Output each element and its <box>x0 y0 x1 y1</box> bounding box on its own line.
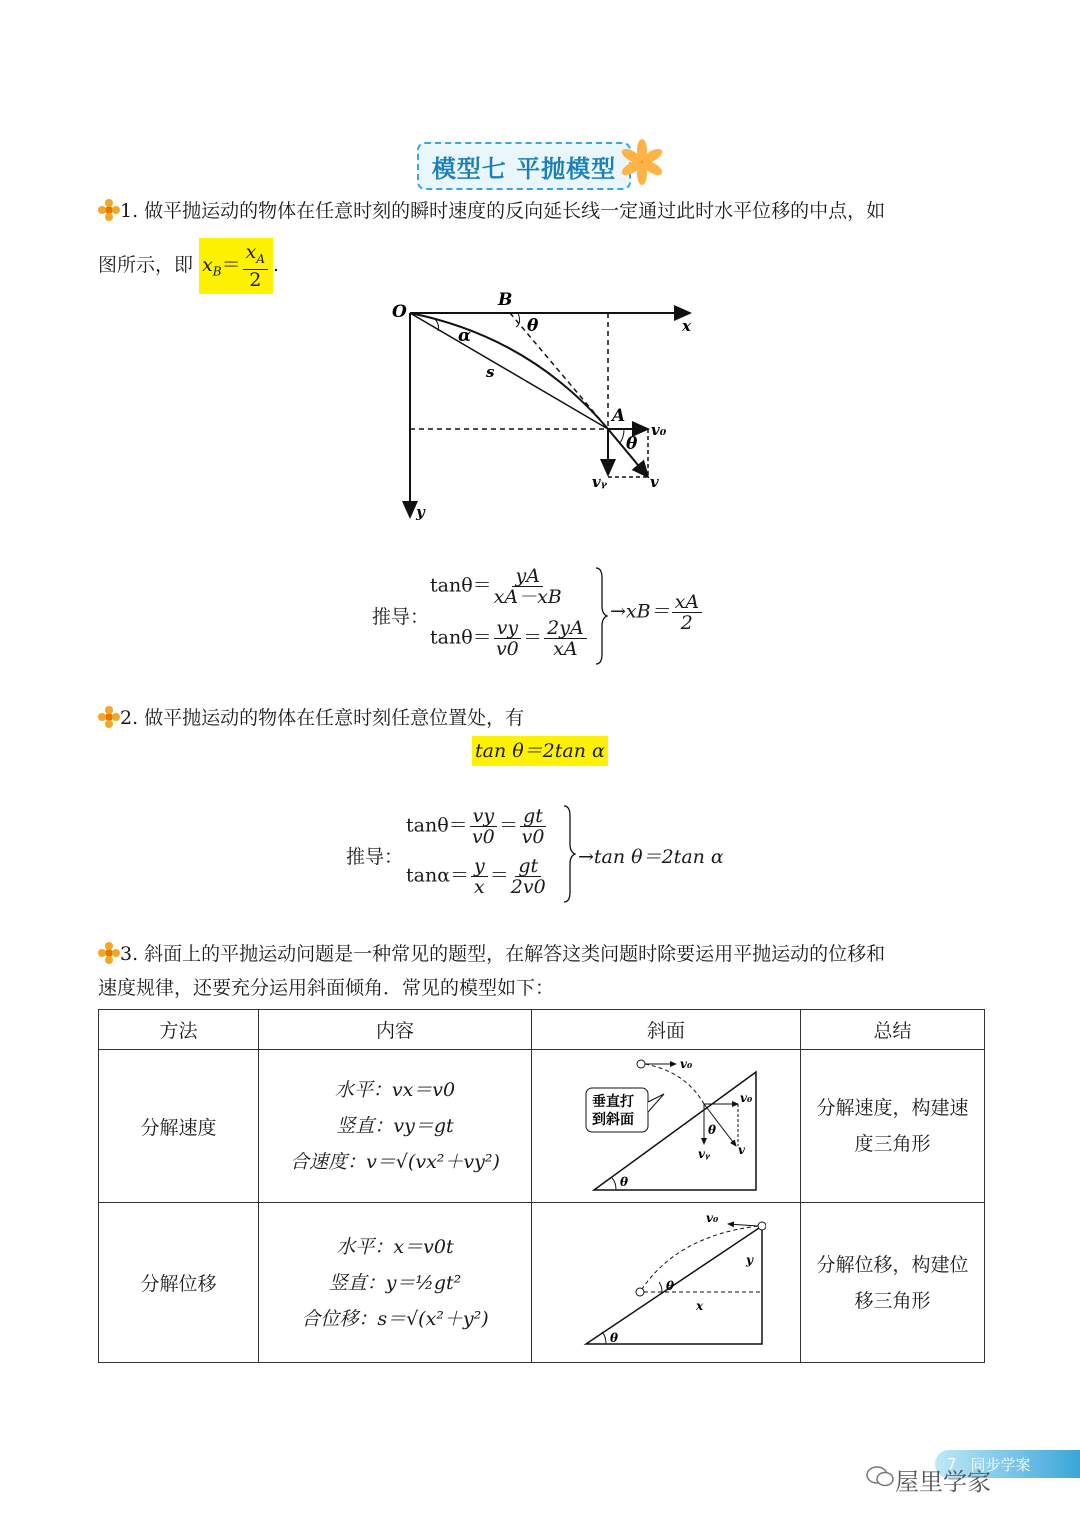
item1-line2: 图所示，即 $x_B=$ $\frac{x_A}{2}$ . <box>98 238 279 294</box>
d1-l2-den2: xA <box>553 638 578 660</box>
row1-method: 分解速度 <box>99 1050 259 1203</box>
table-row <box>99 1203 985 1363</box>
fig1-theta2: θ <box>620 1174 629 1189</box>
item2-formula: tan θ＝2tan α <box>472 736 608 766</box>
header-figure: 斜面 <box>532 1010 801 1050</box>
frac-num-sub: A <box>256 251 266 266</box>
row2-method: 分解位移 <box>99 1203 259 1363</box>
page-tag-text: 同步学案 <box>970 1455 1031 1474</box>
label-theta1: θ <box>527 316 539 336</box>
displacement-line <box>410 313 608 429</box>
item1-line2-text: 图所示，即 <box>98 253 194 276</box>
row2-content <box>259 1203 532 1363</box>
fig2-theta2: θ <box>610 1331 619 1345</box>
derivation2-result: →tan θ＝2tan α <box>578 846 724 868</box>
label-O: O <box>392 302 407 322</box>
row1-content <box>259 1050 532 1203</box>
derivation1-label: 推导： <box>372 606 430 628</box>
label-s: s <box>486 363 495 381</box>
flower-icon <box>620 136 666 186</box>
label-x: x <box>682 317 691 335</box>
wechat-icon <box>866 1464 894 1488</box>
derivation2-line2 <box>406 856 548 897</box>
label-vy: vᵧ <box>592 473 607 491</box>
table-header-row <box>99 1010 985 1050</box>
fig1-v0b: v₀ <box>740 1090 753 1105</box>
header-summary: 总结 <box>801 1010 985 1050</box>
item3-line1: 3. 斜面上的平抛运动问题是一种常见的题型，在解答这类问题时除要运用平抛运动的位移和 <box>120 943 886 965</box>
derivation1-line2 <box>430 618 589 659</box>
label-theta2: θ <box>626 434 638 454</box>
row2-content-line: 水平：x＝v0t <box>336 1235 454 1258</box>
d2-l1-num1: vy <box>470 806 497 827</box>
small-flower-icon <box>98 199 120 221</box>
fig2-theta: θ <box>666 1279 675 1293</box>
derivation2-line1 <box>406 806 548 847</box>
label-y: y <box>416 503 425 521</box>
formula-x: x <box>202 253 213 276</box>
fig1-note-1: 垂直打 <box>592 1093 634 1110</box>
d1-l1-num: yA <box>512 566 542 587</box>
d1-l1-den: xA－xB <box>493 586 562 608</box>
fig1-theta: θ <box>708 1122 717 1137</box>
d1-arrow: →xB＝ <box>610 600 670 623</box>
d2-l1-eq: ＝ <box>499 814 519 837</box>
d1-l2-den1: v0 <box>495 638 519 660</box>
fig2-y: y <box>746 1253 753 1267</box>
projectile-diagram <box>380 285 710 525</box>
d2-l1-den2: v0 <box>521 826 545 848</box>
row1-summary-line: 分解速度，构建速 <box>816 1097 969 1119</box>
item3-line2: 速度规律，还要充分运用斜面倾角．常见的模型如下： <box>98 977 555 999</box>
model-table <box>98 1009 985 1363</box>
label-A: A <box>612 406 626 426</box>
d2-l2-num1: y <box>471 856 488 877</box>
derivation2-label: 推导： <box>346 846 404 868</box>
displacement-incline-diagram <box>566 1210 766 1350</box>
d2-l2-eq: ＝ <box>489 864 509 887</box>
fig1-vy: vᵧ <box>698 1146 710 1161</box>
row1-summary-line: 度三角形 <box>854 1133 931 1155</box>
d2-l1-num2: gt <box>520 806 546 827</box>
d2-l2-den1: x <box>474 876 485 898</box>
frac-num: x <box>245 241 257 263</box>
d2-l1-lhs: tanθ＝ <box>406 814 468 837</box>
section-title <box>417 142 631 190</box>
fig2-v0: v₀ <box>706 1211 719 1225</box>
d1-l2-num2: 2yA <box>544 618 587 639</box>
item1-line1: 1. 做平抛运动的物体在任意时刻的瞬时速度的反向延长线一定通过此时水平位移的中点，如 <box>120 200 886 222</box>
header-content: 内容 <box>259 1010 532 1050</box>
fig1-note-2: 到斜面 <box>592 1111 634 1128</box>
d1-res-den: 2 <box>680 612 693 634</box>
fig1-v0: v₀ <box>680 1056 693 1071</box>
watermark: 屋里学家 <box>895 1468 991 1496</box>
row2-summary-line: 分解位移，构建位 <box>816 1253 969 1276</box>
row1-summary <box>801 1050 985 1203</box>
tangent-line <box>510 313 608 429</box>
d2-l1-den1: v0 <box>471 826 495 848</box>
formula-x-sub: B <box>212 264 222 279</box>
d1-l2-lhs: tanθ＝ <box>430 626 492 649</box>
header-method: 方法 <box>99 1010 259 1050</box>
label-v: v <box>650 473 659 491</box>
row2-summary <box>801 1203 985 1363</box>
d2-l2-lhs: tanα＝ <box>406 864 470 887</box>
right-brace <box>594 566 608 666</box>
small-flower-icon <box>98 942 120 964</box>
label-v0: v₀ <box>651 421 667 439</box>
row2-summary-line: 移三角形 <box>854 1289 931 1312</box>
item2-text: 2. 做平抛运动的物体在任意时刻任意位置处，有 <box>120 707 525 729</box>
row2-content-line: 合位移：s＝√(x²＋y²) <box>301 1307 489 1330</box>
fig1-v: v <box>738 1142 745 1157</box>
d1-res-num: xA <box>672 592 702 613</box>
d1-l1-lhs: tanθ＝ <box>430 574 492 597</box>
row2-figure <box>532 1203 801 1363</box>
d1-l2-eq: ＝ <box>523 626 543 649</box>
frac-den: 2 <box>249 268 262 291</box>
velocity-incline-diagram <box>566 1054 766 1194</box>
formula-frac <box>243 242 268 290</box>
row2-content-line: 竖直：y＝½gt² <box>328 1271 462 1294</box>
label-B: B <box>498 290 513 310</box>
small-flower-icon <box>98 706 120 728</box>
row1-figure <box>532 1050 801 1203</box>
row1-content-line: 水平：vx＝v0 <box>334 1079 456 1101</box>
d2-l2-num2: gt <box>515 856 541 877</box>
row1-content-line: 合速度：v＝√(vx²＋vy²) <box>290 1151 500 1173</box>
page-number: 7 <box>947 1455 957 1473</box>
derivation1-line1 <box>430 566 564 607</box>
fig2-x: x <box>696 1299 704 1313</box>
right-brace <box>562 804 576 904</box>
table-row <box>99 1050 985 1203</box>
derivation1-result <box>610 592 704 633</box>
row1-content-line: 竖直：vy＝gt <box>336 1115 454 1137</box>
d2-l2-den2: 2v0 <box>510 876 546 898</box>
label-alpha: α <box>458 326 472 346</box>
section-title-text: 模型七 平抛模型 <box>431 154 617 183</box>
d1-l2-num1: vy <box>494 618 521 639</box>
